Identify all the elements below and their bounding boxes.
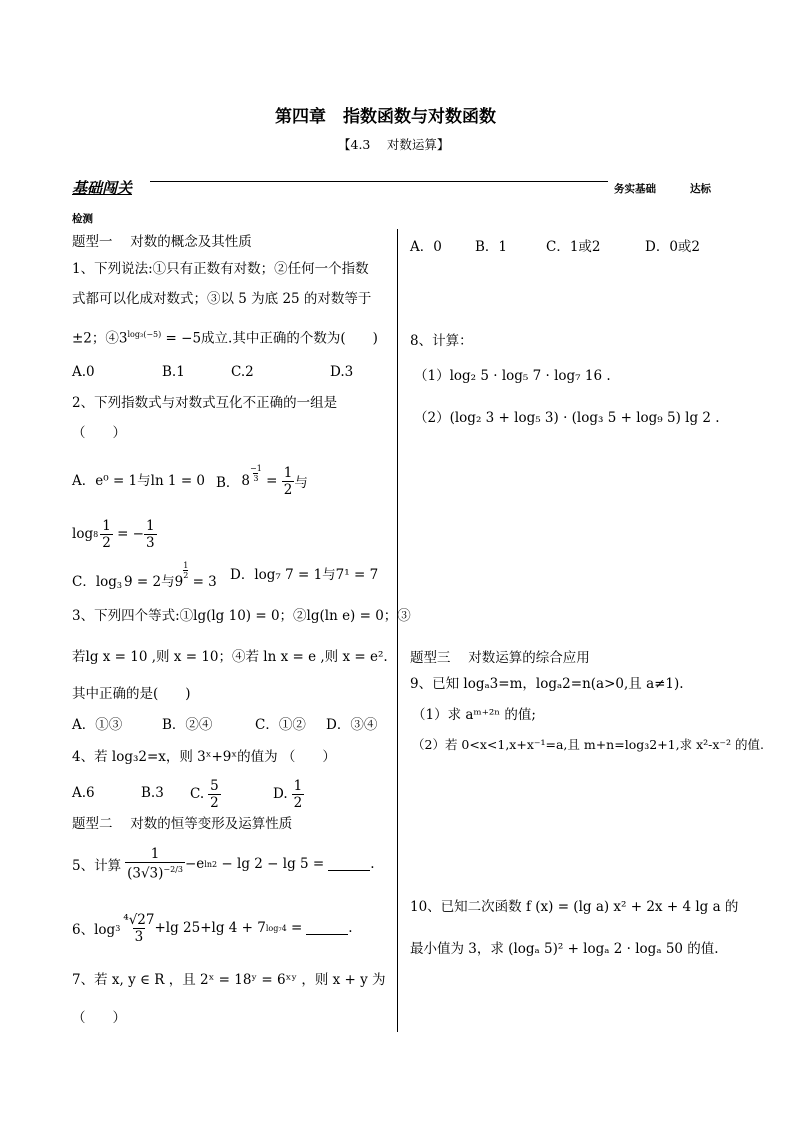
- q6-den: 3: [134, 928, 144, 945]
- q7-option-a: A．0: [410, 239, 442, 255]
- q3-line3: 其中正确的是( ): [72, 686, 191, 702]
- q5-den-wrap: [125, 862, 185, 882]
- q3-option-c: C．①②: [255, 717, 306, 733]
- q5-num: 1: [150, 846, 160, 863]
- section-subtitle: 【4.3 对数运算】: [338, 137, 450, 152]
- q8-part1: （1）log₂ 5 · log₅ 7 · log₇ 16 .: [414, 368, 611, 384]
- q1-line3-c: = −5成立.其中正确的个数为( ): [161, 330, 378, 347]
- q10-line1: 10、已知二次函数 f (x) = (lg a) x² + 2x + 4 lg a 的: [410, 899, 739, 915]
- q4-option-c: [190, 773, 221, 815]
- q5-post-sup: ln2: [204, 859, 218, 869]
- q5-post: −e: [185, 856, 205, 872]
- q5-blank: [328, 858, 370, 871]
- q1-option-d: D.3: [330, 364, 354, 380]
- q2-b-frac: [282, 465, 295, 498]
- q2-c-exp-den: 2: [183, 571, 189, 580]
- q2-c-post: = 3: [188, 574, 217, 590]
- q1-option-a: A.0: [72, 364, 95, 380]
- q4-c-frac: [208, 778, 221, 811]
- q1-line3-base: 3: [118, 330, 128, 347]
- q5: [72, 840, 375, 888]
- q9-line1: 9、已知 logₐ3=m，logₐ2=n(a>0,且 a≠1).: [410, 676, 684, 692]
- q9-part1: （1）求 aᵐ⁺²ⁿ 的值;: [412, 707, 536, 723]
- q1-line3-sup: log₃(−5): [127, 330, 162, 339]
- q2-option-a: A．e⁰ = 1与ln 1 = 0: [72, 473, 206, 489]
- q2-c-sub: 3: [116, 581, 123, 590]
- q2-b-pre: B．: [216, 475, 240, 491]
- q2-b2-eq: = −: [112, 526, 144, 542]
- type1-heading: 题型一 对数的概念及其性质: [72, 234, 252, 250]
- q3-line1: 3、下列四个等式:①lg(lg 10) = 0；②lg(ln e) = 0；③: [72, 608, 411, 624]
- q2-b2-num: 1: [102, 517, 111, 534]
- q2-b2-frac: [100, 518, 113, 551]
- q2-b-exp-den: 3: [253, 473, 259, 483]
- q10-line2: 最小值为 3，求 (logₐ 5)² + logₐ 2 · logₐ 50 的值.: [410, 941, 719, 957]
- q3-line2: 若lg x = 10 ,则 x = 10；④若 ln x = e ,则 x = e².: [72, 649, 388, 665]
- q1-option-b: B.1: [162, 364, 185, 380]
- q2-c-exp-num: 1: [183, 561, 189, 570]
- q4-d-num: 1: [293, 777, 303, 794]
- q4-d-den: 2: [293, 794, 303, 811]
- q3-option-b: B．②④: [162, 717, 213, 733]
- q2-b-post: 与: [294, 475, 308, 491]
- q2-line2: （ ）: [72, 425, 126, 441]
- q5-period: .: [370, 856, 375, 872]
- band-rule: [150, 181, 608, 182]
- q4-d-frac: [292, 778, 305, 811]
- type2-heading: 题型二 对数的恒等变形及运算性质: [72, 816, 293, 832]
- q2-b-exp: [250, 464, 262, 483]
- band-right-1: 务实基础: [614, 183, 656, 195]
- column-divider: [397, 229, 398, 1032]
- q5-tail: − lg 2 − lg 5 =: [217, 856, 325, 872]
- q2-b2-den: 2: [102, 534, 111, 551]
- q2-option-b: [216, 458, 308, 504]
- q3-option-a: A．①③: [72, 717, 123, 733]
- q6-sub: 3: [115, 923, 121, 933]
- q4-option-b: B.3: [141, 785, 164, 801]
- q5-den: (3√3): [127, 865, 164, 882]
- q6-frac: [123, 912, 154, 945]
- q4-c-den: 2: [210, 794, 219, 811]
- q2-option-d: D．log₇ 7 = 1与7¹ = 7: [230, 567, 379, 583]
- q4-option-d: [273, 773, 304, 815]
- q6-post: +lg 25+lg 4 + 7: [154, 920, 266, 936]
- q2-b2: [72, 512, 157, 556]
- q6-blank: [306, 922, 348, 935]
- q1-option-c: C.2: [231, 364, 254, 380]
- q5-frac: [125, 846, 185, 882]
- q6-sup: log₇4: [265, 923, 287, 933]
- q2-b2-num2: 1: [146, 517, 155, 534]
- q4-option-a: A.6: [72, 785, 95, 801]
- q1-line3: [72, 331, 378, 346]
- q2-line1: 2、下列指数式与对数式互化不正确的一组是: [72, 395, 338, 411]
- q2-b-exp-num: − 1: [250, 463, 262, 473]
- q2-b2-frac2: [144, 518, 157, 551]
- q6-num: ⁴√27: [123, 911, 155, 928]
- q6: [72, 902, 353, 954]
- q7-line2: （ ）: [72, 1010, 126, 1026]
- q2-b-frac-num: 1: [283, 464, 293, 481]
- q6-period: .: [348, 920, 353, 936]
- q2-b-frac-den: 2: [283, 481, 293, 498]
- q7-option-b: B．1: [475, 239, 508, 255]
- band-label: 基础闯关: [72, 179, 133, 197]
- q2-b2-sub: 8: [93, 529, 99, 539]
- q4-c-pre: C.: [190, 786, 205, 802]
- page-title: 第四章 指数函数与对数函数: [275, 107, 496, 127]
- q7-line1: 7、若 x, y ∈ R ，且 2ˣ = 18ʸ = 6ˣʸ ，则 x + y 为: [72, 972, 386, 988]
- q7-option-c: C．1或2: [546, 239, 601, 255]
- q2-c-pre: C．log: [72, 574, 117, 590]
- q7-option-d: D．0或2: [645, 239, 701, 255]
- q5-den-exp: −2/3: [163, 865, 183, 875]
- q4-c-num: 5: [210, 777, 219, 794]
- q8-part2: （2）(log₂ 3 + log₅ 3) · (log₃ 5 + log₉ 5) lg 2 .: [414, 410, 720, 426]
- band-right-2: 达标: [690, 183, 711, 195]
- q2-b-mid: =: [261, 473, 282, 489]
- q2-option-c: [72, 560, 217, 590]
- q1-line2: 式都可以化成对数式；③以 5 为底 25 的对数等于: [72, 291, 372, 307]
- q1-line3-a: ±2；④: [72, 330, 119, 347]
- q8-line1: 8、计算：: [410, 333, 473, 349]
- q9-part2: （2）若 0<x<1,x+x⁻¹=a,且 m+n=log₃2+1,求 x²-x⁻² 的值.: [412, 737, 764, 752]
- q5-pre: 5、计算: [72, 858, 122, 874]
- q2-c-base: 9: [174, 574, 184, 590]
- q4-line1: 4、若 log₃2=x，则 3ˣ+9ˣ的值为 （ ）: [72, 749, 336, 765]
- q6-pre: 6、log: [72, 922, 116, 938]
- q2-b-base: 8: [241, 473, 251, 489]
- q4-d-pre: D.: [273, 786, 288, 802]
- band-below: 检测: [72, 213, 93, 225]
- q2-b2-pre: log: [72, 526, 94, 542]
- q1-line1: 1、下列说法:①只有正数有对数；②任何一个指数: [72, 261, 369, 277]
- q2-b2-den2: 3: [146, 534, 155, 551]
- type3-heading: 题型三 对数运算的综合应用: [410, 650, 590, 666]
- q2-c-mid: 9 = 2与: [124, 574, 175, 590]
- q3-option-d: D．③④: [326, 717, 378, 733]
- q6-tail: =: [286, 920, 303, 936]
